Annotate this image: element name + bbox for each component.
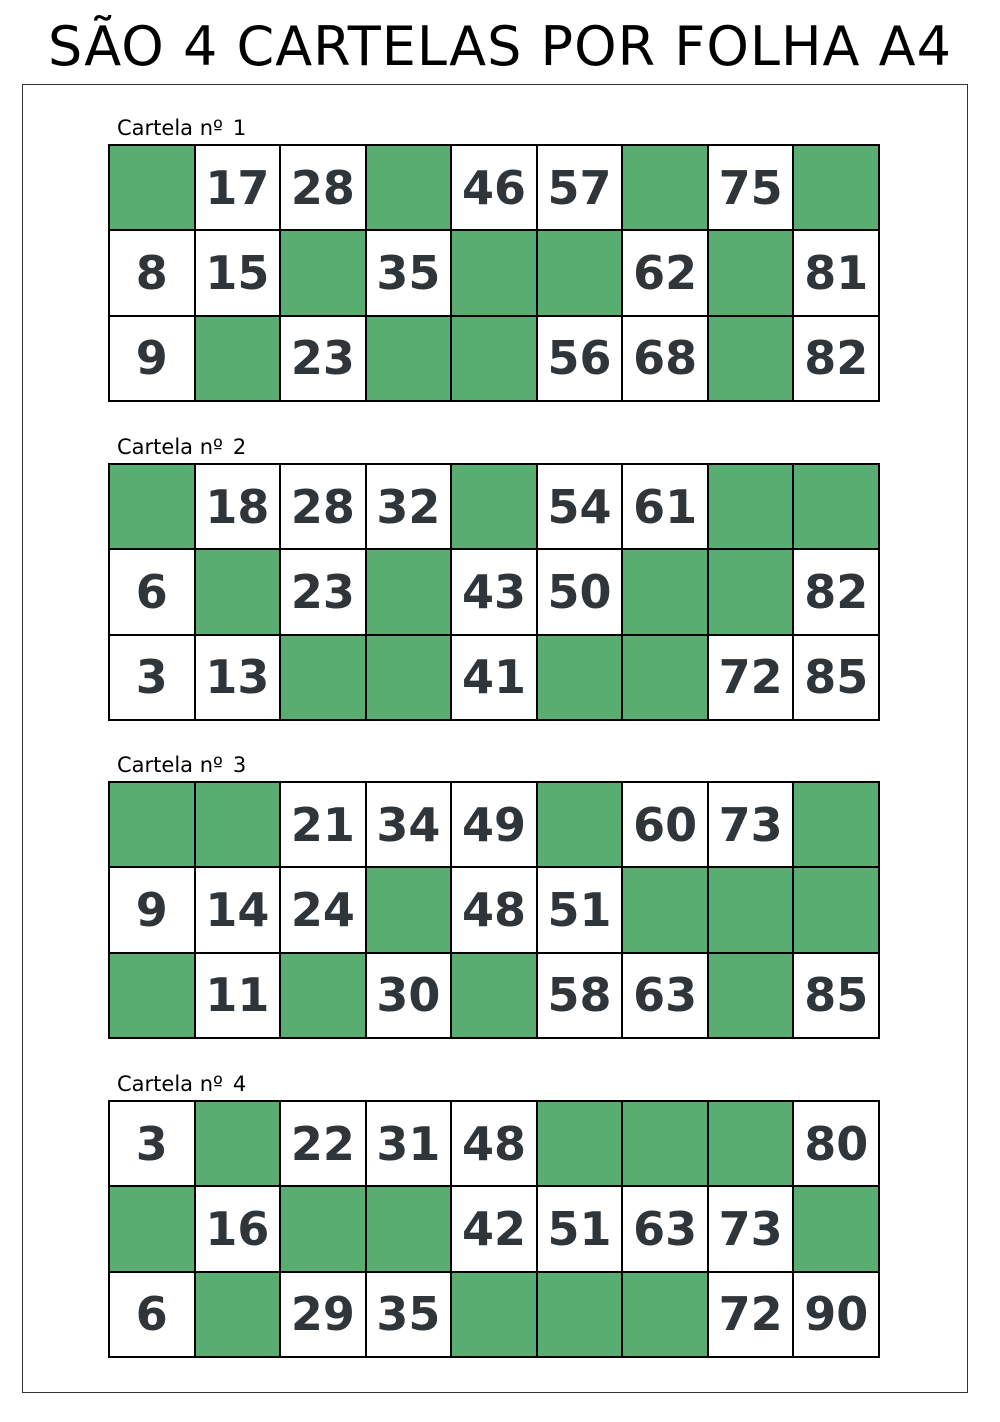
empty-cell: [196, 317, 280, 400]
number-cell: 82: [794, 317, 878, 400]
card-grid: [108, 781, 880, 1039]
number-cell: 11: [196, 954, 280, 1037]
number-cell: 75: [709, 146, 793, 229]
card-grid: [108, 144, 880, 402]
number-cell: 34: [367, 783, 451, 866]
empty-cell: [623, 1102, 707, 1185]
empty-cell: [367, 550, 451, 633]
empty-cell: [709, 1102, 793, 1185]
number-cell: 22: [281, 1102, 365, 1185]
empty-cell: [623, 1273, 707, 1356]
number-cell: 28: [281, 465, 365, 548]
number-cell: 50: [538, 550, 622, 633]
empty-cell: [623, 146, 707, 229]
empty-cell: [623, 868, 707, 951]
bingo-card-2: [108, 433, 880, 723]
empty-cell: [367, 636, 451, 719]
empty-cell: [794, 1187, 878, 1270]
number-cell: 85: [794, 954, 878, 1037]
number-cell: 48: [452, 1102, 536, 1185]
card-number: 4: [232, 1072, 247, 1096]
number-cell: 9: [110, 868, 194, 951]
empty-cell: [709, 317, 793, 400]
number-cell: 80: [794, 1102, 878, 1185]
card-number: 1: [232, 116, 247, 140]
number-cell: 56: [538, 317, 622, 400]
number-cell: 63: [623, 954, 707, 1037]
number-cell: 43: [452, 550, 536, 633]
empty-cell: [709, 465, 793, 548]
bingo-card-3: [108, 751, 880, 1041]
number-cell: 72: [709, 1273, 793, 1356]
empty-cell: [367, 868, 451, 951]
number-cell: 35: [367, 1273, 451, 1356]
empty-cell: [452, 465, 536, 548]
number-cell: 85: [794, 636, 878, 719]
number-cell: 63: [623, 1187, 707, 1270]
bingo-card-4: [108, 1070, 880, 1360]
empty-cell: [709, 231, 793, 314]
number-cell: 28: [281, 146, 365, 229]
number-cell: 72: [709, 636, 793, 719]
empty-cell: [110, 783, 194, 866]
card-grid: [108, 1100, 880, 1358]
number-cell: 54: [538, 465, 622, 548]
card-label: [117, 114, 246, 142]
number-cell: 60: [623, 783, 707, 866]
number-cell: 9: [110, 317, 194, 400]
empty-cell: [281, 954, 365, 1037]
empty-cell: [281, 231, 365, 314]
number-cell: 42: [452, 1187, 536, 1270]
number-cell: 3: [110, 636, 194, 719]
empty-cell: [709, 868, 793, 951]
number-cell: 58: [538, 954, 622, 1037]
number-cell: 49: [452, 783, 536, 866]
empty-cell: [281, 1187, 365, 1270]
number-cell: 6: [110, 550, 194, 633]
number-cell: 90: [794, 1273, 878, 1356]
empty-cell: [538, 636, 622, 719]
empty-cell: [196, 550, 280, 633]
number-cell: 57: [538, 146, 622, 229]
number-cell: 15: [196, 231, 280, 314]
number-cell: 21: [281, 783, 365, 866]
card-number: 2: [232, 435, 247, 459]
empty-cell: [538, 1102, 622, 1185]
card-label: [117, 751, 246, 779]
number-cell: 46: [452, 146, 536, 229]
empty-cell: [196, 1102, 280, 1185]
number-cell: 14: [196, 868, 280, 951]
number-cell: 82: [794, 550, 878, 633]
number-cell: 3: [110, 1102, 194, 1185]
empty-cell: [538, 231, 622, 314]
number-cell: 16: [196, 1187, 280, 1270]
card-label-text: Cartela nº: [117, 753, 223, 777]
card-label: [117, 1070, 246, 1098]
empty-cell: [110, 954, 194, 1037]
number-cell: 41: [452, 636, 536, 719]
number-cell: 8: [110, 231, 194, 314]
number-cell: 81: [794, 231, 878, 314]
number-cell: 23: [281, 317, 365, 400]
number-cell: 35: [367, 231, 451, 314]
number-cell: 73: [709, 1187, 793, 1270]
empty-cell: [623, 636, 707, 719]
number-cell: 51: [538, 1187, 622, 1270]
empty-cell: [794, 146, 878, 229]
empty-cell: [623, 550, 707, 633]
number-cell: 23: [281, 550, 365, 633]
card-label: [117, 433, 246, 461]
number-cell: 13: [196, 636, 280, 719]
empty-cell: [367, 146, 451, 229]
empty-cell: [367, 317, 451, 400]
empty-cell: [709, 550, 793, 633]
number-cell: 48: [452, 868, 536, 951]
card-grid: [108, 463, 880, 721]
number-cell: 68: [623, 317, 707, 400]
empty-cell: [794, 465, 878, 548]
number-cell: 62: [623, 231, 707, 314]
number-cell: 29: [281, 1273, 365, 1356]
empty-cell: [794, 868, 878, 951]
empty-cell: [452, 317, 536, 400]
number-cell: 31: [367, 1102, 451, 1185]
empty-cell: [452, 1273, 536, 1356]
bingo-card-1: [108, 114, 880, 404]
number-cell: 73: [709, 783, 793, 866]
empty-cell: [281, 636, 365, 719]
number-cell: 61: [623, 465, 707, 548]
empty-cell: [794, 783, 878, 866]
empty-cell: [110, 465, 194, 548]
number-cell: 32: [367, 465, 451, 548]
empty-cell: [110, 1187, 194, 1270]
card-label-text: Cartela nº: [117, 1072, 223, 1096]
page-title: SÃO 4 CARTELAS POR FOLHA A4: [48, 15, 952, 78]
empty-cell: [110, 146, 194, 229]
number-cell: 30: [367, 954, 451, 1037]
empty-cell: [452, 231, 536, 314]
card-label-text: Cartela nº: [117, 435, 223, 459]
empty-cell: [367, 1187, 451, 1270]
number-cell: 18: [196, 465, 280, 548]
card-number: 3: [232, 753, 247, 777]
number-cell: 51: [538, 868, 622, 951]
number-cell: 17: [196, 146, 280, 229]
card-label-text: Cartela nº: [117, 116, 223, 140]
empty-cell: [538, 783, 622, 866]
empty-cell: [452, 954, 536, 1037]
empty-cell: [196, 1273, 280, 1356]
empty-cell: [538, 1273, 622, 1356]
empty-cell: [196, 783, 280, 866]
empty-cell: [709, 954, 793, 1037]
number-cell: 24: [281, 868, 365, 951]
number-cell: 6: [110, 1273, 194, 1356]
